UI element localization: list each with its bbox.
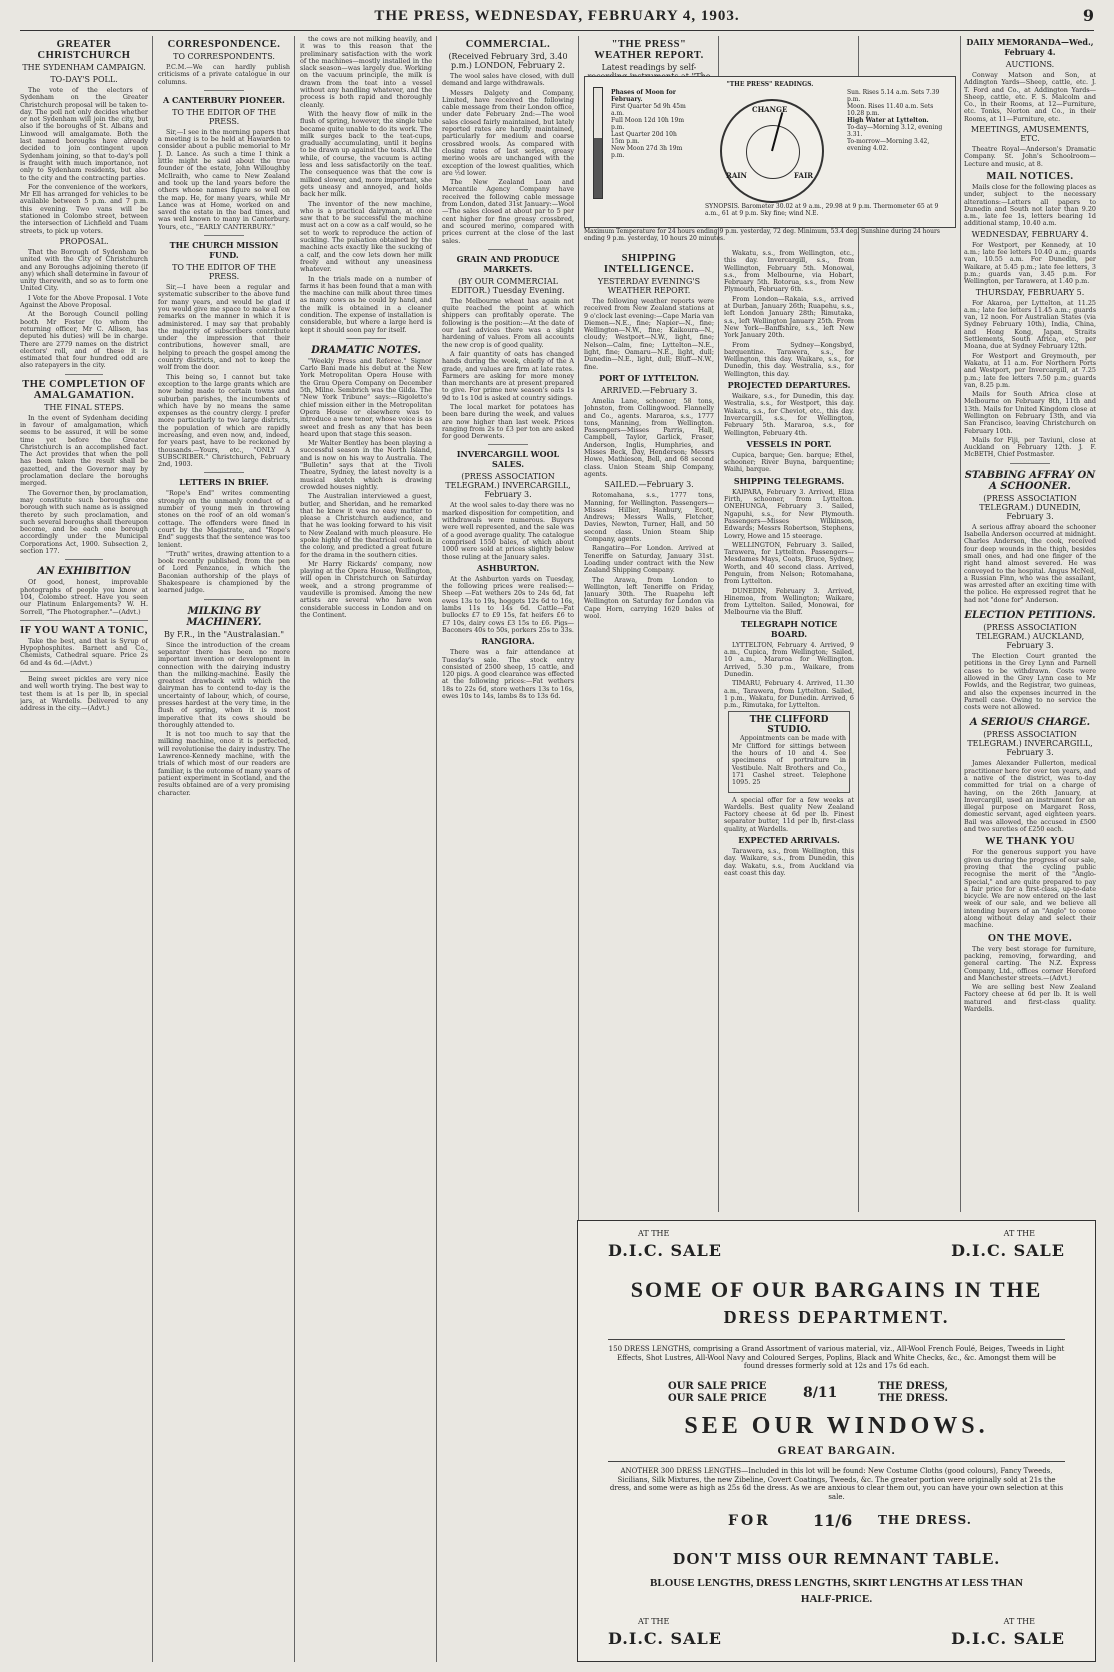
subhead: (Received February 3rd, 3.40 p.m.) LONDON, February 2. (448, 52, 568, 70)
article-paragraph: With the heavy flow of milk in the flush of spring, however, the single tube became quite unable to do its work. The milk surges back to the teat-cups, gradually accumulating, until it begins to be drawn up against the teats. All the while, of course, the vacuum is acting less and less satisfactorily on the teat. The consequence was that the cow is milked slower, and, more important, she gets uneasy and annoyed, and holds back her milk. (300, 109, 432, 199)
ad-sale-price-label: OUR SALE PRICE OUR SALE PRICE (668, 1381, 767, 1404)
divider (204, 472, 244, 473)
temperature-summary: Maximum Temperature for 24 hours ending 9 p.m. yesterday, 72 deg. Minimum, 53.4 deg. Sunshine during 24 hours ending 9 p.m. yesterday, 10 hours 20 minutes. (584, 228, 940, 242)
article-paragraph: The vote of the electors of Sydenham on the Greater Christchurch proposal will be taken to-day. The poll not only decides whether or not Sydenham will join the city, but also if the boroughs of St. Albans and Linwood will amalgamate. Both the last named boroughs have already decided to join contingent upon Sydenham joining, so that to-day's poll is fraught with much importance, not only to Sydenham residents, but also to the city and the contracting parties. (20, 86, 148, 182)
subhead: MEETINGS, AMUSEMENTS, ETC. (970, 125, 1090, 144)
moon-phase: New Moon 27d 3h 19m p.m. (611, 145, 683, 159)
article-paragraph: The inventor of the new machine, who is a practical dairyman, at once saw that to be successful the machine must act on a cow as a calf would, so he set to work to reproduce the action of suckling. The pulsation obtained by the machine acts exactly like the sucking of a calf, and the cow lets down her milk freely and without any uneasiness whatever. (300, 199, 432, 274)
headline-shipping: SHIPPING INTELLIGENCE. (603, 253, 695, 275)
subhead: TO CORRESPONDENTS. (173, 52, 275, 61)
headline-letters-in-brief: LETTERS IN BRIEF. (179, 477, 269, 488)
headline-departures: PROJECTED DEPARTURES. (727, 380, 851, 391)
headline-we-thank-you: WE THANK YOU (984, 836, 1075, 848)
headline-amalgamation: THE COMPLETION OF AMALGAMATION. (22, 378, 146, 401)
tide-title: High Water at Lyttelton. (847, 117, 929, 124)
article-paragraph: The Melbourne wheat has again not quite reached the point at which shippers can profitably operate. The following is the position:—At the date of our last advices there was a slight hardening of values. From all accounts the new crop is of good quality. (442, 296, 574, 349)
ad-sale-price: 8/11 (803, 1385, 838, 1401)
article-paragraph: Mr Harry Rickards' company, now playing at the Opera House, Wellington, will open in Christchurch on Saturday week, and a strong programme of vaudeville is promised. Among the new artists are several who have won considerable success in London and on the Continent. (300, 559, 432, 619)
ad-for: FOR (728, 1513, 771, 1529)
headline-vessels-in-port: VESSELS IN PORT. (746, 438, 832, 449)
divider (20, 671, 148, 672)
subhead: ARRIVED.—February 3. (600, 385, 698, 395)
advertisement-text: Take the best, and that is Syrup of Hypophosphites. Barnett and Co., Chemists, Cathedral square. Price 2s 6d and 4s 6d.—(Advt.) (20, 636, 148, 667)
advertisement-text: Appointments can be made with Mr Clifford for sittings between the hours of 10 and 4. See specimens of portraiture in Vestibule. Nalt Brothers and Co., 171 Cashel street. Telephone 1095. 25 (732, 734, 846, 787)
article-paragraph: The wool sales have closed, with dull demand and large withdrawals. (442, 72, 574, 88)
headline-dramatic-notes: DRAMATIC NOTES. (311, 344, 421, 356)
subhead: (PRESS ASSOCIATION TELEGRAM.) INVERCARGILL, February 3. (445, 472, 571, 500)
ad-blouse-lengths: BLOUSE LENGTHS, DRESS LENGTHS, SKIRT LENGTHS AT LESS THAN (650, 1577, 1023, 1589)
article-paragraph: James Alexander Fullerton, medical practitioner here for over ten years, and a native of the district, was to-day committed for trial on a charge of having, on the 26th January, at Invercargill, used an instrument for an illegal purpose on Margaret Ross, domestic servant, aged eighteen years. Bail was allowed, the accused in £500 and two sureties of £250 each. (964, 759, 1096, 834)
article-paragraph: Waikare, s.s., for Dunedin, this day. Westralia, s.s., for Westport, this day. Wakatu, s.s., for Cheviot, etc., this day. Invercargill, s.s., for Wellington, February 5th. Mararoa, s.s., for Wellington, February 4th. (724, 392, 854, 437)
article-paragraph: A fair quantity of oats has changed hands during the week, chiefly of the A grade, and values are firm at late rates. Farmers are asking for more money than merchants are at present prepared to give. For prime new season's oats 1s 9d to 1s 10d is asked at country sidings. (442, 349, 574, 402)
subhead: (PRESS ASSOCIATION TELEGRAM.) INVERCARGILL, February 3. (967, 730, 1093, 758)
article-paragraph: Mr Walter Bentley has been playing a successful season in the North Island, and is now on his way to Australia. The "Bulletin" says that at the Tivoli Theatre, Sydney, the latest novelty is a musical sketch which is drawing crowded houses nightly. (300, 439, 432, 491)
article-paragraph: Rotomahana, s.s., 1777 tons, Manning, for Wellington. Passengers—Misses Hillier, Hanbury, Ecott, Andrews; Messrs Walls, Fletcher, Davies, Newton, Turner, Hall, and 50 second class. Union Steam Ship Company, agents. (584, 491, 714, 544)
article-paragraph: The local market for potatoes has been bare during the week, and values are now higher than last week. Prices ranging from 2s to £3 per ton are asked for good Derwents. (442, 402, 574, 441)
article-paragraph: TIMARU, February 4. Arrived, 11.30 a.m., Tarawera, from Lyttelton. Sailed, 1 p.m., Wakatu, for Dunedin. Arrived, 6 p.m., Rimutaka, for Lyttelton. (724, 679, 854, 710)
article-paragraph: Messrs Dalgety and Company, Limited, have received the following cable message from their London office, under date February 2nd:—The wool sales closed fairly maintained, but lately reported rates are hardly maintained, particularly for medium and coarse crossbred wools. As compared with closing rates of last series, greasy merino wools are unchanged with the exception of the lowest qualities, which are ½d lower. (442, 88, 574, 177)
article-paragraph: For Westport and Greymouth, per Wakatu, at 11 a.m. For Northern Ports and Westport, per Invercargill, at 7.25 p.m.; late fee letters 7.50 p.m.; guards van, 8.25 p.m. (964, 351, 1096, 389)
letter-paragraph: Sir,—I see in the morning papers that a meeting is to be held at Hawarden to consider about a public memorial to Mr J. D. Lance. As such a time I think a little might be said about the true founder of the estate, John Willoughby McIlraith, who came to New Zealand and took up the land years before the others whose names figure so well on the map. He, for many years, while Mr Lance was at Home, worked on and saved the estate in the bad times, and was well known to many in Canterbury. Yours, etc., "EARLY CANTERBURY." (158, 127, 290, 231)
moon-phase: Full Moon 12d 10h 19m p.m. (611, 117, 685, 131)
ad-dic-sale-title: D.I.C. SALE (608, 1629, 722, 1648)
subhead: (PRESS ASSOCIATION TELEGRAM.) AUCKLAND, February 3. (975, 623, 1085, 651)
dic-sale-advertisement (577, 1220, 1096, 1662)
divider (65, 559, 103, 560)
divider (204, 599, 244, 600)
moon-phases (611, 89, 691, 159)
article-paragraph: For the convenience of the workers, Mr Ell has arranged for vehicles to be available between 5 p.m. and 7 p.m. this evening. Two vans will be stationed in Colombo street, between the intersection of Lichfield and Tuam streets, to pick up voters. (20, 182, 148, 235)
advertisement-text: A special offer for a few weeks at Wardells. Best quality New Zealand Factory cheese at 6d per lb. Finest separator butter, 11d per lb, first-class quality, at Wardells. (724, 795, 854, 833)
subhead: WEDNESDAY, FEBRUARY 4. (971, 229, 1089, 239)
advertisement-text: For the generous support you have given us during the progress of our sale, proving that the cycling public recognise the merit of the "Anglo-Special," and are quite prepared to pay a fair price for a first-class, up-to-date bicycle. We are now entered on the last week of our sale, and we believe all intending buyers of an "Anglo" to come along without delay and select their machine. (964, 848, 1096, 930)
clifford-studio-ad (728, 711, 850, 792)
article-paragraph: LYTTELTON, February 4. Arrived, 9 a.m., Cupica, from Wellington; Sailed, 10 a.m., Mararoa for Wellington. Arrived, 5.30 p.m., Waikare, from Dunedin. (724, 640, 854, 678)
article-paragraph: DUNEDIN, February 3. Arrived, Hinemoa, from Wellington; Waikare, from Lyttelton. Sailed, Monowai, for Melbourne via the Bluff. (724, 586, 854, 617)
ad-headline: SOME OF OUR BARGAINS IN THE (630, 1277, 1043, 1302)
article-paragraph: Tarawera, s.s., from Wellington, this day. Waikare, s.s., from Dunedin, this day. Wakatu, s.s., from Auckland via east coast this day. (724, 847, 854, 877)
column-1 (20, 36, 148, 1662)
ad-subheadline: DRESS DEPARTMENT. (723, 1307, 950, 1327)
subhead: (BY OUR COMMERCIAL EDITOR.) Tuesday Evening. (451, 276, 565, 295)
advertisement-text: We are selling best New Zealand Factory cheese at 6d per lb. It is well matured and first-class quality. Wardells. (964, 983, 1096, 1014)
subhead: TO THE EDITOR OF THE PRESS. (172, 107, 276, 126)
headline-expected-arrivals: EXPECTED ARRIVALS. (738, 835, 840, 845)
subhead: YESTERDAY EVENING'S WEATHER REPORT. (597, 277, 701, 295)
ad-per-dress: THE DRESS, THE DRESS. (878, 1381, 948, 1404)
article-paragraph: It is not too much to say that the milking machine, once it is perfected, will revolutionise the dairy industry. The Lawrence-Kennedy machine, with the trials of which most of our readers are familiar, is the outcome of many years of patient experiment in Scotland, and the results obtained are of a very promising character. (158, 730, 290, 797)
article-paragraph: Theatre Royal—Anderson's Dramatic Company. St. John's Schoolroom—Lecture and music, at 8. (964, 145, 1096, 168)
sun-times: Sun. Rises 5.14 a.m. Sets 7.39 p.m. (847, 89, 940, 103)
divider (488, 249, 528, 250)
divider (65, 374, 103, 375)
subhead: Latest readings by self- (601, 63, 697, 72)
sun-moon-tides (847, 89, 947, 152)
moon-phase: Last Quarter 20d 10h 15m p.m. (611, 131, 677, 145)
article-paragraph: In the trials made on a number of farms it has been found that a man with the machine can milk about three times as many cows as he could by hand, and the milk is obtained in a cleaner condition. The expense of installation is considerable, but where a large herd is kept it should soon pay for itself. (300, 274, 432, 334)
ad-rule (608, 1339, 1065, 1340)
column-divider (960, 36, 961, 1212)
column-6 (724, 250, 854, 1210)
article-paragraph: At the Ashburton yards on Tuesday, the following prices were realised:—Sheep —Fat wethers 20s to 24s 6d, fat ewes 13s to 19s, hoggets 12s 6d to 16s, lambs 11s to 14s 6d. Cattle—Fat bullocks £7 to £9 15s, fat heifers £6 to £7 10s, dairy cows £3 15s to £6. Pigs—Baconers 40s to 50s, porkers 25s to 33s. (442, 574, 574, 634)
masthead-rule (20, 30, 1094, 31)
headline-clifford-studio: THE CLIFFORD STUDIO. (749, 715, 829, 736)
subhead: TO THE EDITOR OF THE PRESS. (172, 263, 276, 282)
ad-rule (608, 1461, 1065, 1462)
weather-chart (584, 76, 956, 228)
dial-label-change: CHANGE (752, 105, 788, 114)
subhead: THE SYDENHAM CAMPAIGN. (22, 63, 146, 72)
ad-at-the: AT THE (638, 1617, 670, 1626)
column-3 (300, 36, 432, 1662)
moon-times: Moon. Rises 11.40 a.m. Sets 10.28 p.m. (847, 103, 934, 117)
ad-at-the: AT THE (638, 1229, 670, 1238)
ad-for-tail: THE DRESS. (878, 1513, 972, 1527)
headline-milking-machinery: MILKING BY MACHINERY. (186, 605, 262, 628)
article-paragraph: the cows are not milking heavily, and it was to this reason that the preliminary satisfaction with the work of the machines—mostly installed in the slack season—was largely due. Working on the vacuum principle, the milk is drawn from the teat into a vessel without any handling whatever, and the process is both rapid and thoroughly cleanly. (300, 36, 432, 109)
page-number: 9 (1082, 6, 1094, 25)
subhead: SAILED.—February 3. (604, 480, 694, 490)
column-2 (158, 36, 290, 1662)
headline-on-the-move: ON THE MOVE. (987, 932, 1073, 944)
ad-at-the: AT THE (1003, 1229, 1035, 1238)
ad-for-price: 11/6 (813, 1511, 853, 1530)
column-divider (436, 36, 437, 1662)
ad-great-bargain: GREAT BARGAIN. (777, 1443, 896, 1457)
article-paragraph: The New Zealand Loan and Mercantile Agency Company have received the following cable message from London, dated 31st January:—Wool—The sales closed at about par to 5 per cent higher for fine greasy crossbred, and scoured merino, compared with prices current at the close of the last sales. (442, 178, 574, 245)
headline-greater-christchurch: GREATER CHRISTCHURCH (37, 39, 131, 61)
article-paragraph: Cupica, barque; Gen. barque; Ethel, schooner; River Buyna, barquentine; Waihi, barque. (724, 450, 854, 474)
article-paragraph: At the Borough Council polling booth Mr Foster (to whom the returning officer, Mr C. Allison, has deputed his duties) will be in charge. There are 2779 names on the district electors' roll, and of these it is estimated that four hundred odd are also ratepayers in the city. (20, 310, 148, 370)
ad-dic-sale-title: D.I.C. SALE (951, 1241, 1065, 1260)
article-paragraph: KAIPARA, February 3. Arrived, Eliza Firth, schooner, from Lyttelton. ONEHUNGA, February 3. Sailed, Ngapuhi, s.s., for New Plymouth. Passengers—Misses Wilkinson, Edwards; Messrs Robertson, Stephens, Lowry, Howe and 15 steerage. (724, 487, 854, 540)
masthead (20, 4, 1094, 30)
dial-caption: "THE PRESS" READINGS. (726, 81, 814, 88)
headline-telegraph-board: TELEGRAPH NOTICE BOARD. (740, 618, 838, 639)
letter-paragraph: "Rope's End" writes commenting strongly on the unmanly conduct of a number of young men in throwing stones on the roof of an old woman's cottage. The offenders were fined in court by the Magistrate, and "Rope's End" suggests that the sentence was too lenient. (158, 489, 290, 549)
article-paragraph: At the wool sales to-day there was no marked disposition for competition, and withdrawals were numerous. Buyers were well represented, and the sale was of a good average quality. The catalogue comprised 1550 bales, of which about 1000 were sold at prices slightly below those ruling at the January sales. (442, 501, 574, 561)
ad-half-price: HALF-PRICE. (800, 1593, 873, 1605)
subhead: PORT OF LYTTELTON. (599, 372, 699, 383)
column-divider (294, 36, 295, 1662)
subhead: (PRESS ASSOCIATION TELEGRAM.) DUNEDIN, February 3. (979, 493, 1081, 521)
headline-exhibition: AN EXHIBITION (37, 566, 131, 578)
column-7 (964, 36, 1096, 1214)
moon-phases-title: Phases of Moon for February. (611, 89, 676, 103)
tide-tomorrow: To-morrow—Morning 3.42, evening 4.02. (847, 138, 930, 152)
article-paragraph: Wakatu, s.s., from Wellington, etc., this day. Invercargill, s.s., from Wellington, February 5th. Monowai, s.s., from Melbourne, via Hobart, February 5th. Rotorua, s.s., from New Plymouth, February 6th. (724, 250, 854, 294)
dial-label-rain: RAIN (726, 171, 747, 180)
headline-grain-markets: GRAIN AND PRODUCE MARKETS. (456, 253, 560, 274)
barometer-dial (720, 99, 824, 203)
thermometer-scale (593, 87, 603, 199)
headline-stabbing-affray: STABBING AFFRAY ON A SCHOONER. (964, 469, 1096, 492)
subhead: TO-DAY'S POLL. (50, 75, 118, 84)
ad-description-2: ANOTHER 300 DRESS LENGTHS—Included in this lot will be found: New Costume Cloths (good colours), Fancy Tweeds, Sicilians, Silk Mixtures, the new Zibeline, Covert Coatings, Tweeds, &c. The greater portion were originally sold at 21s the dress, and some were as high as 25s 6d the dress. As we are anxious to clear them out, you can have your own selection at this sale. (609, 1467, 1064, 1501)
divider (488, 444, 528, 445)
headline-mail-notices: MAIL NOTICES. (986, 170, 1074, 182)
headline-shipping-telegrams: SHIPPING TELEGRAMS. (733, 475, 845, 486)
subhead: AUCTIONS. (1005, 60, 1055, 69)
divider (20, 620, 148, 621)
article-paragraph: The Election Court granted the petitions in the Grey Lynn and Parnell cases to be withdrawn. Costs were allowed in the Grey Lynn case to Mr Fowlds, and the Registrar, two guineas, and also the expenses incurred in the Parnell case. Owing to no service the costs were not allowed. (964, 652, 1096, 712)
letter-paragraph: Sir,—I have been a regular and systematic subscriber to the above fund for many years, and would be glad if you would give me space to make a few remarks on the manner in which it is administered. I may say that probably the majority of subscribers contribute under the impression that their contributions, however small, are helping to preach the gospel among the country districts, and not to keep the wolf from the door. (158, 283, 290, 372)
headline-ashburton: ASHBURTON. (476, 562, 540, 573)
subhead: PROPOSAL. (59, 236, 109, 246)
headline-commercial: COMMERCIAL. (465, 39, 551, 50)
article-paragraph: I Vote for the Above Proposal. I Vote Against the Above Proposal. (20, 293, 148, 310)
article-paragraph: P.C.M.—We can hardly publish criticisms of a private catalogue in our columns. (158, 63, 290, 86)
ad-see-windows: SEE OUR WINDOWS. (684, 1413, 989, 1439)
advertisement-text: Of good, honest, improvable photographs of people you know at 104, Colombo street. Have you seen our Platinum Enlargements? W. H. Sorrell, "The Photographer."—(Advt.) (20, 578, 148, 616)
article-paragraph: Conway Matson and Son, at Addington Yards—Sheep, cattle, etc. J. T. Ford and Co., at Addington Yards—Sheep, cattle, etc. F. S. Malcolm and Co., in their Rooms, at 12—Furniture, etc. Tonks, Norton and Co., in their Rooms, at 11—Furniture, etc. (964, 71, 1096, 123)
subhead: THURSDAY, FEBRUARY 5. (975, 287, 1085, 297)
article-paragraph: "Weekly Press and Referee." Signor Carlo Bani made his debut at the New York Metropolitan Opera House with the Grau Opera Company on December 5th, Milne. Sembrich was the Gilda. The "New York Tribune" says:—Rigoletto's chief mission either in the Metropolitan Opera House or elsewhere was to introduce a new tenor, whose voice is as sweet and fresh as any that has been heard upon that stage this season. (300, 356, 432, 438)
article-paragraph: Rangatira—For London. Arrived at Teneriffe on Saturday, January 31st. Loading under contract with the New Zealand Shipping Company. (584, 544, 714, 575)
headline-church-mission: THE CHURCH MISSION FUND. (169, 240, 279, 261)
subhead: THE FINAL STEPS. (44, 402, 124, 412)
headline-serious-charge: A SERIOUS CHARGE. (969, 717, 1091, 729)
letter-paragraph: "Truth" writes, drawing attention to a book recently published, from the pen of Lord Penzance, in which the Baconian authorship of the plays of Shakespeare is championed by the learned judge. (158, 549, 290, 595)
dial-inner-ring (746, 125, 800, 179)
moon-phase: First Quarter 5d 9h 45m a.m. (611, 103, 686, 117)
article-paragraph: Amelia Lane, schooner, 58 tons, Johnston, from Collingwood. Flannelly and Co., agents. Mararoa, s.s., 1777 tons, Manning, from Wellington. Passengers—Misses Parris, Hall, Campbell, Taylor, Garlick, Fraser, Anderson, Inglis, Humphries, and Misses Beck, Day, Henderson; Messrs Howe, Mathieson, Bell, and 68 second class. Union Steam Ship Company, agents. (584, 396, 714, 478)
tide-today: To-day—Morning 3.12, evening 3.31. (847, 124, 943, 138)
dial-label-fair: FAIR (794, 171, 814, 180)
article-paragraph: There was a fair attendance at Tuesday's sale. The stock entry consisted of 2500 sheep, 15 cattle, and 120 pigs. A good clearance was effected at the following prices:—Fat wethers 18s to 22s 6d, store wethers 13s to 16s, ewes 10s to 14s, lambs 8s to 13s 6d. (442, 648, 574, 700)
article-paragraph: A serious affray aboard the schooner Isabella Anderson occurred at midnight. Charles Anderson, the cook, received four deep wounds in the thigh, besides small ones, and had one finger of the right hand almost severed. He was conveyed to the hospital. Angus McNeil, a Russian Finn, who was the assailant, was arrested after an exciting time with the police. He expressed regret that he had not "done for" Anderson. (964, 522, 1096, 604)
column-divider (152, 36, 153, 1662)
thermometer-fill (594, 138, 602, 199)
ad-dic-sale-title: D.I.C. SALE (608, 1241, 722, 1260)
advertisement-text: Being sweet pickles are very nice and well worth trying. The best way to test them is at 1s per lb, in special jars, at Wardells. Delivered to any address in the city.—(Advt.) (20, 675, 148, 713)
article-paragraph: The following weather reports were received from New Zealand stations at 9 o'clock last evening:—Cape Maria van Diemen—N.E., fine; Napier—N., fine; Wellington—N.W., fine; Kaikoura—N., cloudy; Westport—N.W., light, fine; Nelson—Calm, fine; Lyttelton—N.E., light, fine; Oamaru—N.E., light, dull; Dunedin—N.E., light, dull; Bluff—N.W., fine. (584, 297, 714, 371)
article-paragraph: Since the introduction of the cream separator there has been no more important invention or development in connection with the dairying industry than the milking-machine. Easily the greatest drawback with which the dairyman has to contend to-day is the uncertainty of labour, which, of course, presses hardest at the very time, in the flush of spring, when it is most imperative that its cows should be thoroughly attended to. (158, 640, 290, 729)
headline-daily-memoranda: DAILY MEMORANDA—Wed., February 4. (966, 37, 1094, 57)
headline-weather-report: "THE PRESS" WEATHER REPORT. (594, 39, 704, 61)
article-paragraph: In the event of Sydenham deciding in favour of amalgamation, which seems to be assured, it will be some time yet before the Greater Christchurch is an accomplished fact. The Act provides that when the poll has been taken the result shall be gazetted, and the Governor may by proclamation declare the boroughs merged. (20, 413, 148, 488)
article-paragraph: The Australian interviewed a guest, butler, and Sheridan, and he remarked that he knew it was no easy matter to please a Christchurch audience, and that he was looking forward to his visit to New Zealand with much pleasure. He spoke highly of the theatrical outlook in the colony, and predicted a great future for the drama in the southern cities. (300, 492, 432, 559)
article-paragraph: From Sydney—Kongsbyd, barquentine. Tarawera, s.s., for Wellington, this day. Waikare, s.s., for Dunedin, this day. Westralia, s.s., for Wellington, this day. (724, 340, 854, 378)
headline-correspondence: CORRESPONDENCE. (167, 39, 281, 50)
article-paragraph: For Westport, per Kennedy, at 10 a.m.; late fee letters 10.40 a.m.; guards van, 10.55 a.m. For Dunedin, per Waikare, at 5.45 p.m.; late fee letters, 3 p.m.; guards van, 3.45 p.m. For Wellington, per Tarawera, at 1.40 p.m. (964, 240, 1096, 286)
article-paragraph: From London—Rakaia, s.s., arrived at Durban, January 26th; Ruapehu, s.s., left London January 28th; Rimutaka, s.s., left Wellington January 25th. From New York—Banffshire, s.s., left New York January 20th. (724, 294, 854, 340)
advertisement-text: The very best storage for furniture, packing, removing, forwarding, and general carting. The N.Z. Express Company, Ltd., offices corner Hereford and Manchester streets.—(Advt.) (964, 944, 1096, 982)
article-paragraph: WELLINGTON, February 3. Sailed, Tarawera, for Lyttelton. Passengers—Mesdames Mays, Coats, Bruce, Sydney, Worth, and 40 second class. Arrived, Penguin, from Nelson; Rotomahana, from Lyttelton. (724, 540, 854, 586)
byline: By F.R., in the "Australasian." (164, 629, 284, 639)
headline-election-petitions: ELECTION PETITIONS. (964, 610, 1096, 622)
article-paragraph: The Arawa, from London to Wellington, left Teneriffe on Friday, January 30th. The Ruapehu left Wellington on Saturday for London via Cape Horn, carrying 1620 bales of wool. (584, 575, 714, 620)
article-paragraph: Mails for Fiji, per Taviuni, close at Auckland on February 12th. J. F. McBETH, Chief Postmaster. (964, 435, 1096, 459)
article-paragraph: For Akaroa, per Lyttelton, at 11.25 a.m.; late fee letters 11.45 a.m.; guards van, 12 noon. For Australian States (via Sydney February 10th), India, China, and Hong Kong, Japan, Straits Settlements, South Africa, etc., per Moana, due at Sydney February 12th. (964, 298, 1096, 351)
ad-dic-sale-title: D.I.C. SALE (951, 1629, 1065, 1648)
headline-rangiora: RANGIORA. (481, 636, 535, 647)
weather-synopsis: SYNOPSIS. Barometer 30.02 at 9 a.m., 29.98 at 9 p.m. Thermometer 65 at 9 a.m., 61 at 9 p.m. Sky fine; wind N.E. (705, 203, 939, 217)
divider (346, 338, 386, 339)
headline-tonic: IF YOU WANT A TONIC, (20, 624, 148, 636)
divider (204, 90, 244, 91)
ad-remnant-table: DON'T MISS OUR REMNANT TABLE. (673, 1549, 1000, 1568)
column-4 (442, 36, 574, 1662)
headline-canterbury-pioneer: A CANTERBURY PIONEER. (163, 94, 285, 105)
shipping-column (584, 250, 714, 1210)
letter-paragraph: This being so, I cannot but take exception to the large grants which are now being made to certain towns and suburban parishes, the incumbents of which have by no means the same expenses as the country clergy. I prefer more particularly to two large districts, the population of which are rapidly increasing, and even now, and, indeed, for years past, have to be reckoned by thousands.—Yours, etc., "ONLY A SUBSCRIBER." Christchurch, February 2nd, 1903. (158, 372, 290, 469)
headline-invercargill-wool: INVERCARGILL WOOL SALES. (456, 449, 560, 470)
masthead-title: THE PRESS, WEDNESDAY, FEBRUARY 4, 1903. (374, 8, 740, 24)
article-paragraph: Mails for South Africa close at Melbourne on February 8th, 11th and 13th. Mails for United Kingdom close at Wellington on February 13th, and via San Francisco, leaving Christchurch on February 10th. (964, 390, 1096, 435)
ad-at-the: AT THE (1003, 1617, 1035, 1626)
divider (1010, 463, 1050, 464)
divider (204, 235, 244, 236)
article-paragraph: That the Borough of Sydenham be united with the City of Christchurch and any Boroughs adjoining thereto (if any) which shall determine in favour of unity therewith, and so as to form one United City. (20, 247, 148, 293)
ad-description: 150 DRESS LENGTHS, comprising a Grand Assortment of various material, viz., All-Wool French Foulé, Beiges, Tweeds in Light Effects, Shot Lustres, All-Wool Navy and Coloured Serges, Poplins, Black and White Checks, &c., &c. Amongst them will be found dresses formerly sold at 12s and 17s 6d each. (608, 1345, 1065, 1370)
article-paragraph: Mails close for the following places as under, subject to the necessary alterations:—Letters all papers to Dunedin and South not later than 9.20 a.m., late fee 1s, letters bearing 1d additional stamp, 10.40 a.m. (964, 182, 1096, 228)
article-paragraph: The Governor then, by proclamation, may constitute such boroughs one borough with such name as is assigned thereto by such proclamation, and such several boroughs shall thereupon become, and be each one borough accordingly under the Municipal Corporations Act, 1900. Subsection 2, section 177. (20, 488, 148, 556)
